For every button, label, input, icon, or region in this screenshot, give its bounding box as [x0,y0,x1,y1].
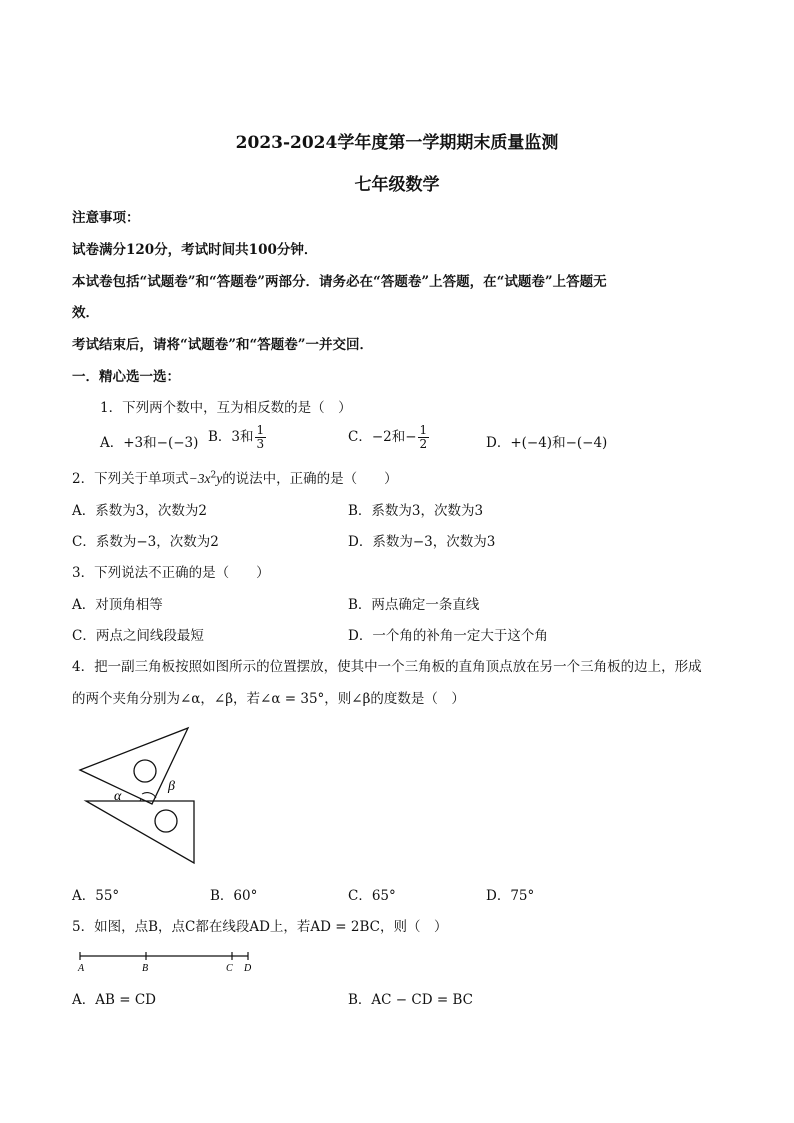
notice-line-3: 考试结束后，请将“试题卷”和“答题卷”一并交回． [72,337,374,353]
fraction-denominator: 3 [256,437,265,451]
q3-option-d: D．一个角的补角一定大于这个角 [348,628,548,644]
q2-stem-pre: 2．下列关于单项式 [72,471,189,487]
q4-option-a: A．55° [72,888,120,904]
notice-line-1: 试卷满分120分，考试时间共100分钟． [72,242,318,258]
point-d-label: D [244,963,252,974]
section-heading: 一．精心选一选： [72,369,180,385]
q4-option-d: D．75° [486,888,535,904]
notice-line-2b: 效． [72,305,99,321]
q3-option-c: C．两点之间线段最短 [72,628,204,644]
q2-stem [72,467,398,487]
page-subtitle: 七年级数学 [354,175,440,195]
q2-option-c: C．系数为−3，次数为2 [72,534,219,550]
q4-option-c: C．65° [348,888,396,904]
beta-label: β [168,779,175,794]
q1-option-d: D．+(−4)和−(−4) [486,435,608,451]
q3-option-b: B．两点确定一条直线 [348,597,480,613]
fraction-numerator: 1 [419,423,428,437]
notice-line-2: 本试卷包括“试题卷”和“答题卷”两部分．请务必在“答题卷”上答题，在“试题卷”上答题无 [72,274,607,290]
q4-option-b: B．60° [210,888,258,904]
q1-option-c-text: C．−2和− [348,429,417,445]
q1-stem: 1．下列两个数中，互为相反数的是（ ） [100,400,352,416]
q1-option-b-text: B．3和 [208,429,254,445]
q5-segment-figure [76,946,256,974]
q1-option-c-fraction [418,424,430,451]
q1-option-b-fraction [255,424,267,451]
q4-stem-line-2: 的两个夹角分别为∠α，∠β，若∠α = 35°，则∠β的度数是（ ） [72,691,465,707]
page-title: 2023-2024学年度第一学期期末质量监测 [235,133,559,153]
upper-triangle-hole [134,760,156,782]
alpha-label: α [114,789,122,804]
q1-option-b [208,424,267,451]
lower-triangle [86,801,194,863]
q1-option-a: A．+3和−(−3) [100,435,199,451]
q2-monomial: −3x [188,471,211,486]
point-a-label: A [78,963,85,974]
q2-exponent: 2 [210,470,217,481]
q2-variable: y [216,471,223,486]
q2-option-a: A．系数为3，次数为2 [72,503,207,519]
notice-heading: 注意事项： [72,210,140,226]
q2-stem-post: 的说法中，正确的是（ ） [222,471,398,487]
q2-option-d: D．系数为−3，次数为3 [348,534,496,550]
q1-option-c [348,424,430,451]
q5-stem: 5．如图，点B，点C都在线段AD上，若AD = 2BC，则（ ） [72,919,448,935]
lower-triangle-hole [155,810,177,832]
q4-triangle-figure [78,720,204,866]
q5-option-a: A．AB = CD [72,992,156,1008]
q3-stem: 3．下列说法不正确的是（ ） [72,565,270,581]
fraction-denominator: 2 [419,437,428,451]
beta-arc [142,793,156,798]
point-b-label: B [142,963,149,974]
q2-option-b: B．系数为3，次数为3 [348,503,484,519]
point-c-label: C [226,963,233,974]
fraction-numerator: 1 [256,423,265,437]
q4-stem-line-1: 4．把一副三角板按照如图所示的位置摆放，使其中一个三角板的直角顶点放在另一个三角板的边上，形成 [72,659,702,675]
q5-option-b: B．AC − CD = BC [348,992,473,1008]
q3-option-a: A．对顶角相等 [72,597,163,613]
